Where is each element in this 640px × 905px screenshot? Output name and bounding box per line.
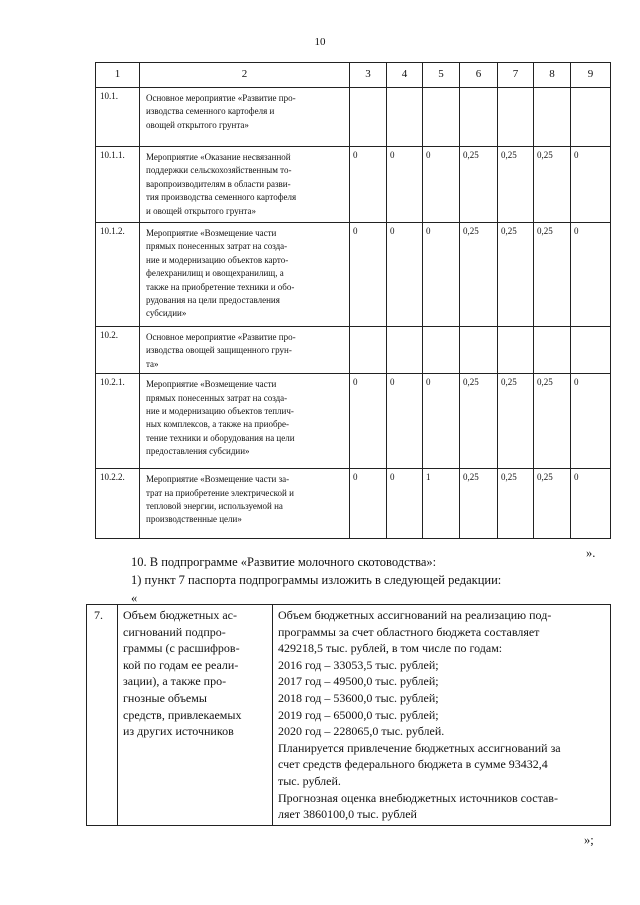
- value-cell: 0,25: [498, 223, 534, 327]
- value-cell: 0: [387, 374, 423, 469]
- row-code: 10.2.1.: [96, 374, 140, 469]
- description-line: Мероприятие «Возмещение части за-: [146, 474, 290, 485]
- header-cell: 8: [534, 63, 571, 88]
- opening-quote: «: [131, 591, 138, 605]
- value-cell: [498, 327, 534, 374]
- text-line: Объем бюджетных ас-: [123, 608, 237, 622]
- description-line: также на приобретение техники и обо-: [146, 281, 295, 292]
- description-line: производственные цели»: [146, 514, 242, 525]
- description-line: Мероприятие «Возмещение части: [146, 228, 277, 238]
- value-cell: [423, 88, 460, 147]
- row-code: 10.2.2.: [96, 469, 140, 539]
- value-cell: 0,25: [498, 469, 534, 539]
- table-row: [96, 469, 611, 539]
- table-row: [96, 88, 611, 147]
- description-line: Мероприятие «Оказание несвязанной: [146, 152, 291, 162]
- text-line: из других источников: [123, 724, 234, 739]
- row-code: 10.1.1.: [96, 147, 140, 223]
- row-description: [140, 374, 350, 469]
- text-line: 429218,5 тыс. рублей, в том числе по годам:: [278, 641, 503, 656]
- value-cell: 0: [571, 374, 611, 469]
- page-number: 10: [314, 36, 326, 48]
- header-cell: 1: [96, 63, 140, 88]
- description-line: и овощей открытого грунта»: [146, 205, 256, 216]
- text-line: 2017 год – 49500,0 тыс. рублей;: [278, 674, 439, 689]
- value-cell: [571, 88, 611, 147]
- text-line: Объем бюджетных ассигнований на реализацию под-: [278, 608, 552, 622]
- value-cell: 0,25: [460, 374, 498, 469]
- description-line: тение техники и оборудования на цели: [146, 432, 295, 443]
- header-cell: 4: [387, 63, 423, 88]
- text-line: 2016 год – 33053,5 тыс. рублей;: [278, 657, 439, 672]
- value-cell: 0: [571, 223, 611, 327]
- row-description: [140, 147, 350, 223]
- value-cell: 0: [387, 223, 423, 327]
- row-description: [140, 88, 350, 147]
- description-line: фелехранилищ и овощехранилищ, а: [146, 268, 284, 279]
- value-cell: 0: [423, 374, 460, 469]
- paragraph-item-1: 1) пункт 7 паспорта подпрограммы изложить в следующей редакции:: [131, 573, 502, 587]
- description-line: предоставления субсидии»: [146, 446, 250, 457]
- table-row: [96, 147, 611, 223]
- value-cell: 0: [350, 374, 387, 469]
- paragraph-10: 10. В подпрограмме «Развитие молочного скотоводства»:: [131, 555, 437, 569]
- table-row: [96, 327, 611, 374]
- value-cell: [350, 88, 387, 147]
- value-cell: [534, 327, 571, 374]
- header-cell: 9: [571, 63, 611, 88]
- value-cell: [387, 88, 423, 147]
- value-cell: [460, 327, 498, 374]
- value-cell: 0: [350, 469, 387, 539]
- value-cell: 0: [387, 147, 423, 223]
- value-cell: 0,25: [534, 469, 571, 539]
- description-line: тепловой энергии, используемой на: [146, 501, 283, 512]
- passport-item-row: [87, 605, 611, 826]
- value-cell: [387, 327, 423, 374]
- passport-item-table: [86, 604, 611, 826]
- row-description: [140, 469, 350, 539]
- description-line: трат на приобретение электрической и: [146, 487, 294, 498]
- header-cell: 3: [350, 63, 387, 88]
- header-cell: 5: [423, 63, 460, 88]
- passport-item-content: [273, 605, 611, 826]
- header-cell: 6: [460, 63, 498, 88]
- closing-quote-1: ».: [586, 546, 596, 560]
- description-line: ных комплексов, а также на приобре-: [146, 419, 290, 430]
- value-cell: 0: [423, 223, 460, 327]
- passport-item-number: 7.: [87, 605, 118, 826]
- value-cell: 0: [571, 147, 611, 223]
- value-cell: 0: [350, 223, 387, 327]
- value-cell: [350, 327, 387, 374]
- description-line: Основное мероприятие «Развитие про-: [146, 332, 296, 342]
- row-code: 10.1.2.: [96, 223, 140, 327]
- description-line: ние и модернизацию объектов теплич-: [146, 406, 294, 417]
- description-line: изводства овощей защищенного грун-: [146, 345, 292, 356]
- text-line: Планируется привлечение бюджетных ассигнований за: [278, 740, 561, 755]
- closing-quote-2: »;: [584, 833, 594, 847]
- value-cell: 0,25: [460, 469, 498, 539]
- text-line: кой по годам ее реали-: [123, 657, 239, 672]
- value-cell: 0: [387, 469, 423, 539]
- row-code: 10.2.: [96, 327, 140, 374]
- text-line: 2018 год – 53600,0 тыс. рублей;: [278, 690, 439, 705]
- header-cell: 2: [140, 63, 350, 88]
- value-cell: 0,25: [460, 223, 498, 327]
- description-line: овощей открытого грунта»: [146, 119, 249, 130]
- text-line: тыс. рублей.: [278, 773, 341, 788]
- row-description: [140, 327, 350, 374]
- text-line: счет средств федерального бюджета в сумме 93432,4: [278, 757, 548, 772]
- text-line: сигнований подпро-: [123, 624, 226, 639]
- description-line: тия производства семенного картофеля: [146, 192, 297, 203]
- description-line: изводства семенного картофеля и: [146, 106, 275, 117]
- description-line: варопроизводителям в области разви-: [146, 178, 291, 189]
- table-header-row: [96, 63, 611, 88]
- value-cell: [534, 88, 571, 147]
- description-line: та»: [146, 358, 159, 369]
- row-code: 10.1.: [96, 88, 140, 147]
- value-cell: 0,25: [498, 147, 534, 223]
- value-cell: 0: [350, 147, 387, 223]
- text-line: зации), а также про-: [123, 674, 227, 689]
- description-line: прямых понесенных затрат на созда-: [146, 392, 288, 403]
- measures-table: [95, 62, 611, 539]
- text-line: 2019 год – 65000,0 тыс. рублей;: [278, 707, 439, 722]
- value-cell: [571, 327, 611, 374]
- text-line: 2020 год – 228065,0 тыс. рублей.: [278, 724, 445, 739]
- text-line: Прогнозная оценка внебюджетных источников состав-: [278, 790, 558, 805]
- value-cell: 0: [571, 469, 611, 539]
- text-line: граммы (с расшифров-: [123, 641, 240, 656]
- header-cell: 7: [498, 63, 534, 88]
- text-line: ляет 3860100,0 тыс. рублей: [278, 807, 417, 822]
- description-line: Основное мероприятие «Развитие про-: [146, 93, 296, 103]
- description-line: субсидии»: [146, 308, 187, 319]
- value-cell: 1: [423, 469, 460, 539]
- description-line: рудования на цели предоставления: [146, 295, 280, 306]
- table-row: [96, 374, 611, 469]
- text-line: средств, привлекаемых: [123, 707, 242, 722]
- value-cell: [460, 88, 498, 147]
- value-cell: 0,25: [534, 374, 571, 469]
- value-cell: [423, 327, 460, 374]
- value-cell: 0: [423, 147, 460, 223]
- text-line: гнозные объемы: [123, 690, 207, 705]
- passport-item-label: [118, 605, 273, 826]
- value-cell: 0,25: [534, 223, 571, 327]
- value-cell: [498, 88, 534, 147]
- description-line: Мероприятие «Возмещение части: [146, 379, 277, 390]
- table-row: [96, 223, 611, 327]
- row-description: [140, 223, 350, 327]
- description-line: поддержки сельскохозяйственным то-: [146, 165, 292, 176]
- value-cell: 0,25: [498, 374, 534, 469]
- description-line: ние и модернизацию объектов карто-: [146, 254, 289, 265]
- description-line: прямых понесенных затрат на созда-: [146, 241, 288, 252]
- value-cell: 0,25: [534, 147, 571, 223]
- text-line: программы за счет областного бюджета составляет: [278, 624, 540, 639]
- value-cell: 0,25: [460, 147, 498, 223]
